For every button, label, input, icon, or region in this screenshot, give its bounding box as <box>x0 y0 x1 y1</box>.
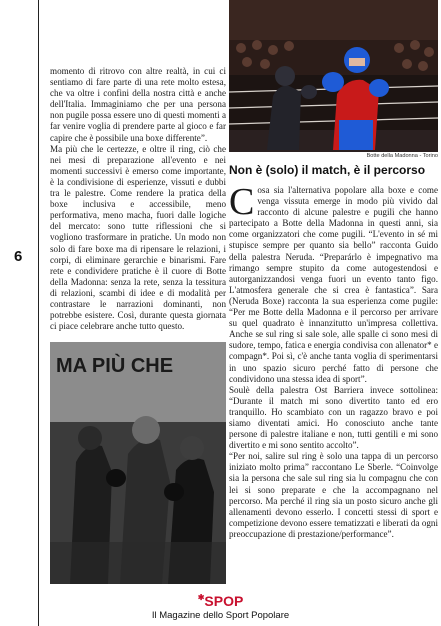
paragraph: momento di ritrovo con altre realtà, in cui ci sentiamo di fare parte di una rete molto estesa, che va oltre i confini della nostra città e anche dell'Italia. Immaginiamo che per una persona non pugile possa essere uno di questi momenti a far venire voglia di prendere parte al gioco e far capire che è possibile una boxe differente”. <box>50 66 226 143</box>
paragraph <box>229 181 438 385</box>
gym-training-photo <box>50 342 226 584</box>
page-margin-rule <box>38 0 39 626</box>
paragraph-text: osa sia l'alternativa popolare alla boxe e come venga vissuta emerge in modo più vivido dal racconto di alcune palestre e pugili che hanno partecipato a Botte della Madonna in questi anni, sia come organizzatori che come pugili. “L'evento in sé mi stupisce sempre per quanto sia bello” racconta Guido della palestra Neruda. “Preparárlo è impegnativo ma rimango sempre stupito da come autogestendosi e autorganizzandosi venga fuori un evento tanto figo. L'atmosfera generale che si crea è fantastica”. Sara (Neruda Boxe) racconta la sua esperienza come pugile: “Per me Botte della Madonna e il percorso per arrivare su quel quadrato è innanzitutto un'impresa collettiva. Anche se sul ring si sale sole, alle spalle ci sono mesi di sudore, tempo, fatica e energia condivisa con allenator* e compagn*. Poi sì, c'è anche tanta voglia di sperimentarsi in uno spazio sicuro perché fatto di persone che condividono una stessa idea di sport”. <box>229 185 438 384</box>
photo-caption: Botte della Madonna - Torino <box>366 153 438 159</box>
page-number: 6 <box>14 248 23 265</box>
footer <box>0 593 441 621</box>
magazine-tagline: Il Magazine dello Sport Popolare <box>151 610 290 621</box>
star-icon: ✱ <box>197 593 205 602</box>
paragraph: Ma più che le certezze, e oltre il ring, ciò che nei mesi di preparazione all'evento e nei momenti successivi è emerso come importante, è la condivisione di esperienze, vissuti e dubbi tra le palestre. Come rendere la pratica della boxe inclusiva e accessibile, meno performativa, meno macha, fuori dalle logiche del mercato: sono tutte riflessioni che si vogliono trasformare in pratiche. Un modo non solo di fare boxe ma di ripensare le relazioni, i corpi, di eliminare gerarchie e binarismi. Fare rete e condividere pratiche è il cuore di Botte della Madonna: senza la rete, senza la tessitura di relazioni, scambi di idee e di modalità per contrastare le narrazioni dominanti, non potrebbe esistere. Così, durante questa giornata ci piace celebrare anche tutto questo. <box>50 143 226 332</box>
paragraph: “Per noi, salire sul ring è solo una tappa di un percorso iniziato molto prima” raccontano Le Sberle. “Coinvolge sia la persona che sale sul ring sia lu compagnu che con lei si sono preparate e che la accompagnano nel percorso. Ma perché il ring sia un posto sicuro anche gli allenamenti devono esserlo. I concetti stessi di sport e competizione devono essere tematizzati e liberati da ogni preoccupazione di prestazione/performance”. <box>229 451 438 539</box>
left-text-column <box>50 66 226 332</box>
boxing-match-photo <box>229 0 438 152</box>
spop-logo: ✱SPOP <box>197 593 244 609</box>
wall-slogan: MA PIÙ CHE <box>56 355 174 377</box>
section-heading: Non è (solo) il match, è il percorso <box>229 163 426 177</box>
right-text-column <box>229 181 438 540</box>
paragraph: Soulè della palestra Ost Barriera invece sottolinea: “Durante il match mi sono divertito tanto ed ero tranquillo. Ho scambiato con un ragazzo bravo e poi siamo diventati amici. Ho conosciuto anche tante persone di palestre italiane e non, tutti gentili e mi sono divertito e mi sono sentito accolto”. <box>229 384 438 451</box>
drop-cap: C <box>229 181 255 223</box>
